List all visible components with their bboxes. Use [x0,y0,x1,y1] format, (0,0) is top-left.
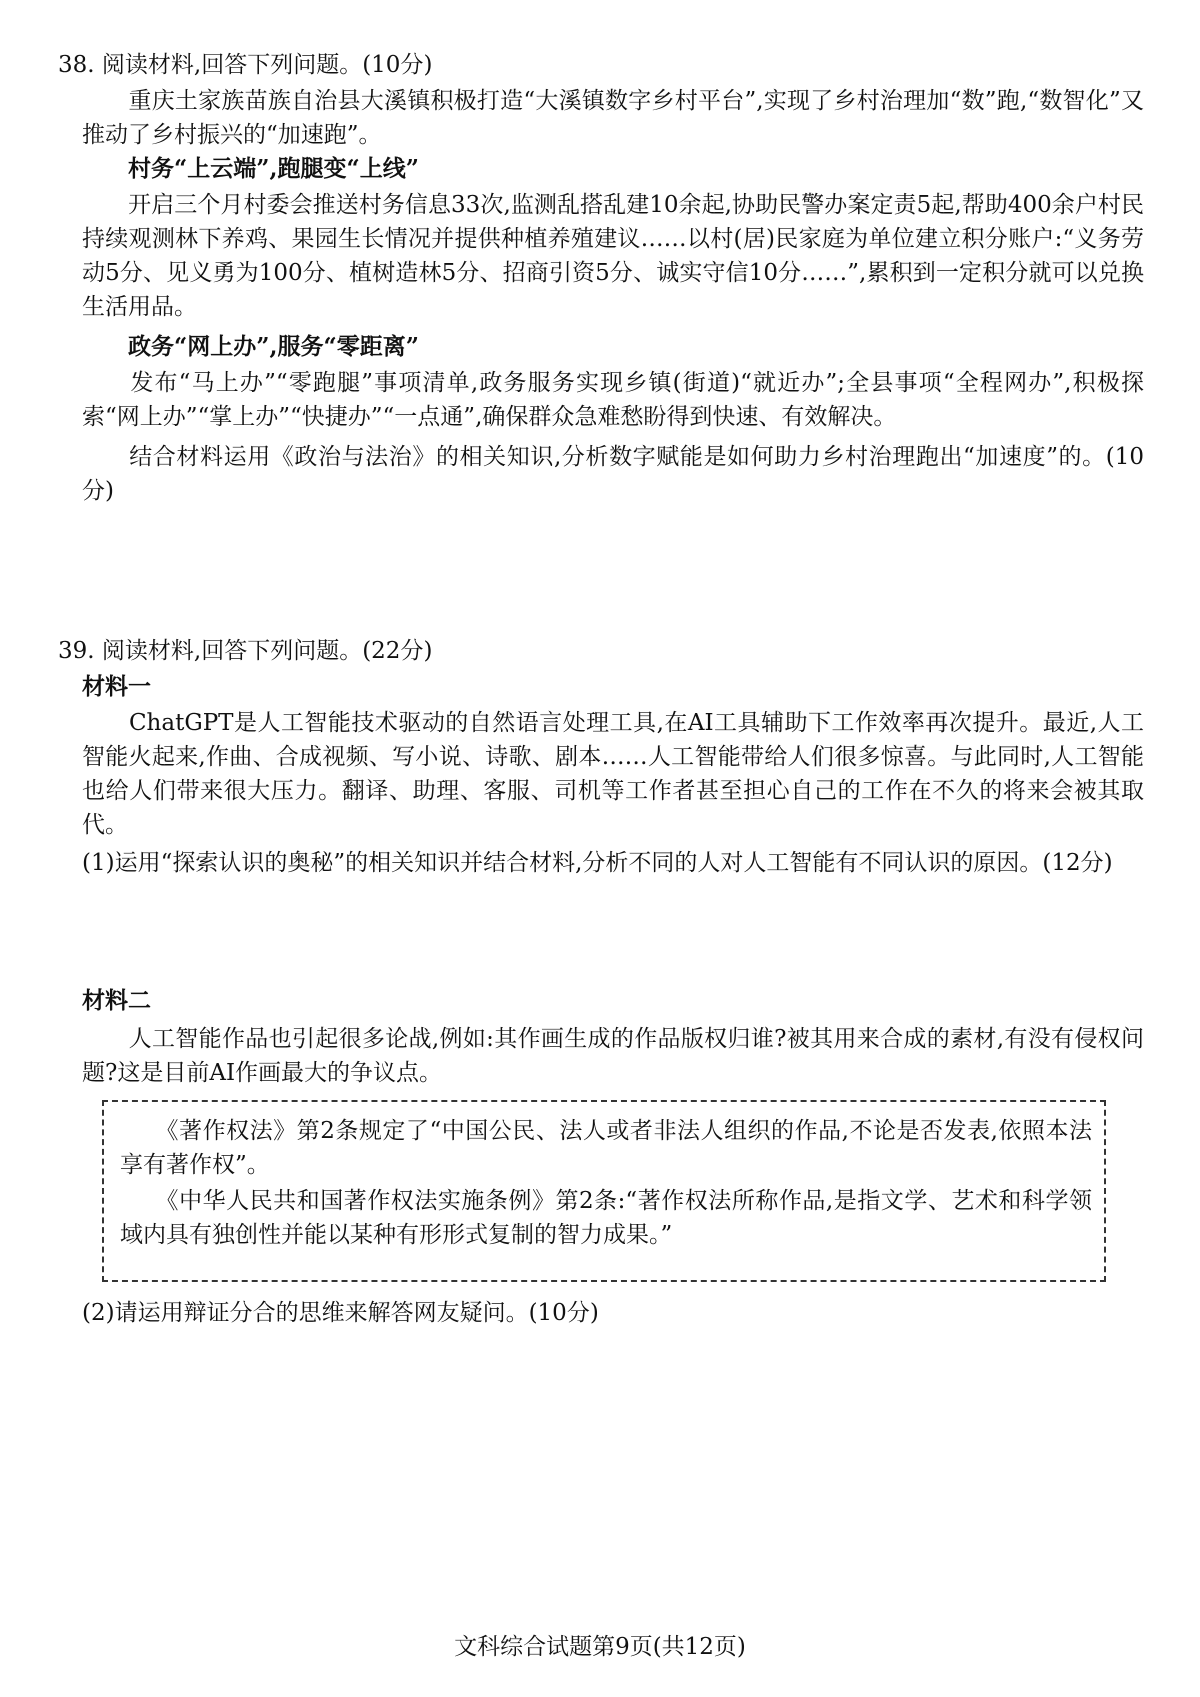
q38-title: 38. 阅读材料,回答下列问题。(10分) [58,52,433,78]
q38-subheading-1: 村务“上云端”,跑腿变“上线” [82,155,419,182]
q39-question-1: (1)运用“探索认识的奥秘”的相关知识并结合材料,分析不同的人对人工智能有不同认识的原因。(12分) [82,850,1113,876]
q39-question-2: (2)请运用辩证分合的思维来解答网友疑问。(10分) [82,1300,599,1326]
q38-question: 结合材料运用《政治与法治》的相关知识,分析数字赋能是如何助力乡村治理跑出“加速度”的。(10分) [82,444,1144,504]
q38-body-2: 发布“马上办”“零跑腿”事项清单,政务服务实现乡镇(街道)“就近办”;全县事项“全程网办”,积极探索“网上办”“掌上办”“快捷办”“一点通”,确保群众急难愁盼得到快速、有效解决。 [82,370,1144,430]
q39-material-1-label: 材料一 [82,673,151,700]
page-footer: 文科综合试题第9页(共12页) [454,1634,746,1660]
q39-title: 39. 阅读材料,回答下列问题。(22分) [58,638,433,664]
law-excerpt-1: 《著作权法》第2条规定了“中国公民、法人或者非法人组织的作品,不论是否发表,依照本法享有著作权”。 [120,1118,1092,1178]
q38-subheading-2: 政务“网上办”,服务“零距离” [82,333,419,360]
q39-material-1-body: ChatGPT是人工智能技术驱动的自然语言处理工具,在AI工具辅助下工作效率再次提升。最近,人工智能火起来,作曲、合成视频、写小说、诗歌、剧本……人工智能带给人们很多惊喜。与此同时,人工智能也给人们带来很大压力。翻译、助理、客服、司机等工作者甚至担心自己的工作在不久的将来会被其取代。 [82,710,1144,838]
q38-intro: 重庆土家族苗族自治县大溪镇积极打造“大溪镇数字乡村平台”,实现了乡村治理加“数”跑,“数智化”又推动了乡村振兴的“加速跑”。 [82,88,1144,148]
q39-material-2-body: 人工智能作品也引起很多论战,例如:其作画生成的作品版权归谁?被其用来合成的素材,有没有侵权问题?这是目前AI作画最大的争议点。 [82,1026,1144,1086]
law-excerpt-box [102,1100,1106,1282]
law-excerpt-2: 《中华人民共和国著作权法实施条例》第2条:“著作权法所称作品,是指文学、艺术和科学领域内具有独创性并能以某种有形形式复制的智力成果。” [120,1188,1092,1248]
q39-material-2-label: 材料二 [82,987,151,1014]
q38-body-1: 开启三个月村委会推送村务信息33次,监测乱搭乱建10余起,协助民警办案定责5起,帮助400余户村民持续观测林下养鸡、果园生长情况并提供种植养殖建议……以村(居)民家庭为单位建立积分账户:“义务劳动5分、见义勇为100分、植树造林5分、招商引资5分、诚实守信10分……”,累积到一定积分就可以兑换生活用品。 [82,192,1144,320]
